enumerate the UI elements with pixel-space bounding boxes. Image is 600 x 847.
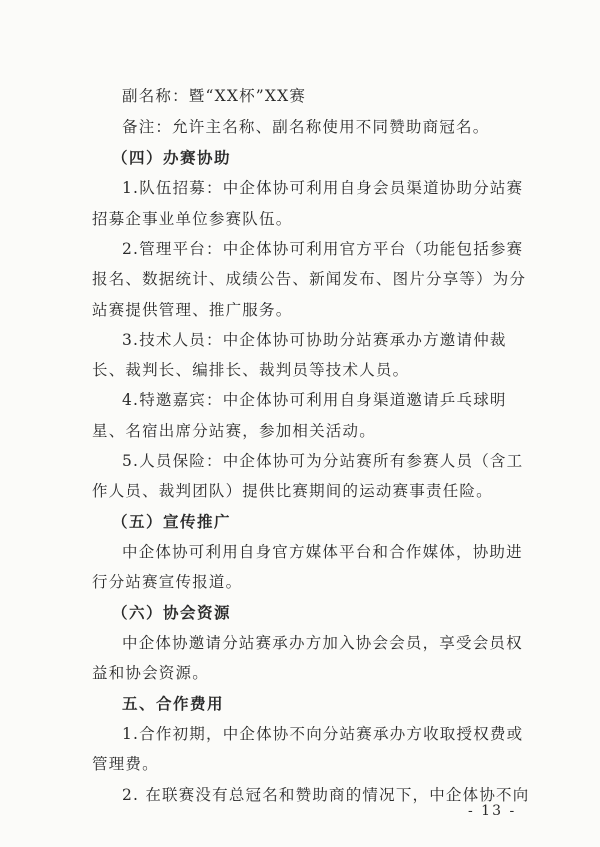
section-heading-organizing-assistance: （四）办赛协助 [112,148,232,167]
paragraph-line: 5.人员保险：中企体协可为分站赛所有参赛人员（含工 [122,452,524,470]
paragraph-line: 站赛提供管理、推广服务。 [92,301,293,319]
paragraph-line: 报名、数据统计、成绩公告、新闻发布、图片分享等）为分 [92,270,527,288]
section-heading-cooperation-fees: 五、合作费用 [122,694,225,713]
paragraph-line: 招募企事业单位参赛队伍。 [92,210,293,228]
paragraph-line: 2. 在联赛没有总冠名和赞助商的情况下，中企体协不向 [122,786,530,804]
paragraph-line: 中企体协邀请分站赛承办方加入协会会员，享受会员权 [122,634,523,652]
page-number: - 13 - [468,803,517,819]
paragraph-line: 3.技术人员：中企体协可协助分站赛承办方邀请仲裁 [122,331,507,349]
paragraph-line: 1.队伍招募：中企体协可利用自身会员渠道协助分站赛 [122,179,524,197]
paragraph-line: 2.管理平台：中企体协可利用官方平台（功能包括参赛 [122,240,524,258]
paragraph-line: 长、裁判长、编排长、裁判员等技术人员。 [92,361,410,379]
paragraph-line: 行分站赛宣传报道。 [92,573,243,591]
section-heading-association-resources: （六）协会资源 [112,603,232,622]
paragraph-line: 中企体协可利用自身官方媒体平台和合作媒体，协助进 [122,543,523,561]
paragraph-line: 管理费。 [92,755,159,773]
paragraph-line: 4.特邀嘉宾：中企体协可利用自身渠道邀请乒乓球明 [122,391,507,409]
paragraph-line: 1.合作初期，中企体协不向分站赛承办方收取授权费或 [122,725,524,743]
paragraph-line: 星、名宿出席分站赛，参加相关活动。 [92,422,376,440]
subtitle-name-line: 副名称：暨“XX杯”XX赛 [122,87,307,105]
paragraph-line: 作人员、裁判团队）提供比赛期间的运动赛事责任险。 [92,482,493,500]
remark-line: 备注：允许主名称、副名称使用不同赞助商冠名。 [122,118,490,136]
section-heading-publicity: （五）宣传推广 [112,512,232,531]
paragraph-line: 益和协会资源。 [92,664,209,682]
